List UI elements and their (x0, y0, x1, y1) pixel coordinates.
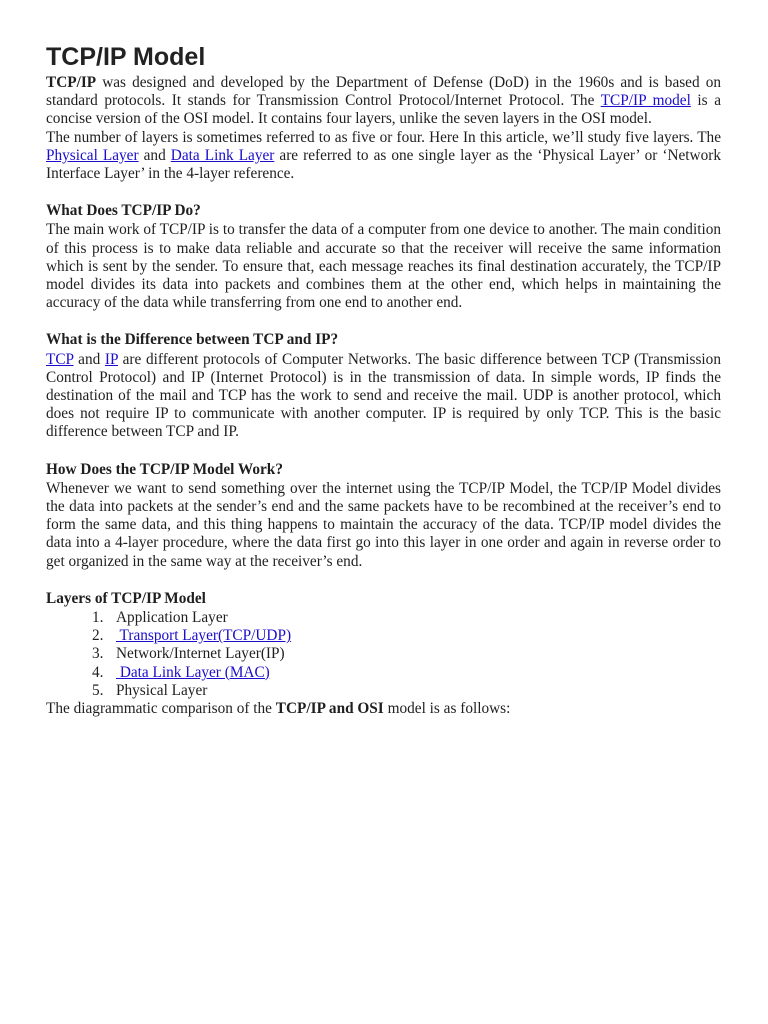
tcp-link[interactable]: TCP (46, 350, 74, 368)
difference-text: and (73, 350, 105, 368)
list-number: 5. (92, 681, 104, 699)
section-heading-what-does: What Does TCP/IP Do? (46, 202, 201, 220)
closing-paragraph (46, 700, 721, 718)
list-item (46, 664, 721, 682)
list-number: 1. (92, 609, 104, 627)
list-item-label: Network/Internet Layer(IP) (116, 645, 285, 663)
closing-bold: TCP/IP and OSI (275, 700, 384, 718)
data-link-layer-link[interactable]: Data Link Layer (170, 146, 275, 164)
list-number: 2. (92, 627, 104, 645)
intro-paragraph-2 (46, 129, 721, 184)
tcpip-model-link[interactable]: TCP/IP model (600, 92, 691, 110)
intro-text: and (138, 146, 171, 164)
intro-text: is a concise version of the OSI model. It contains four layers, unlike the seven layers in the OSI model. (46, 92, 721, 128)
list-item (46, 682, 721, 700)
intro-text: was designed and developed by the Department of Defense (DoD) in the 1960s and is based on standard protocols. It stands for Transmission Control Protocol/Internet Protocol. The (46, 74, 721, 110)
section-body-difference (46, 351, 721, 442)
intro-bold-term: TCP/IP (46, 74, 97, 91)
difference-text: are different protocols of Computer Networks. The basic difference between TCP (Transmission Control Protocol) and IP (Internet Protocol) is in the transmission of data. In simple words, IP finds the destination of the mail and TCP has the work to send and receive the mail. UDP is another protocol, which does not require IP to communicate with another computer. IP is required by only TCP. This is the basic difference between TCP and IP. (46, 350, 721, 441)
list-number: 4. (92, 663, 104, 681)
list-item-label: Application Layer (116, 609, 228, 627)
list-item (46, 609, 721, 627)
page-title: TCP/IP Model (46, 43, 206, 71)
section-body-what-does: The main work of TCP/IP is to transfer the data of a computer from one device to another. The main condition of this process is to make data reliable and accurate so that the receiver will receive the same information which is sent by the sender. To ensure that, each message reaches its final destination accurately, the TCP/IP model divides its data into packets and combines them at the other end, which helps in maintaining the accuracy of the data while transferring from one end to another end. (46, 221, 721, 312)
closing-text: The diagrammatic comparison of the (46, 700, 276, 718)
section-heading-difference: What is the Difference between TCP and IP? (46, 331, 339, 349)
physical-layer-link[interactable]: Physical Layer (46, 146, 139, 164)
document-page (46, 40, 721, 718)
intro-paragraph-1 (46, 74, 721, 129)
list-item (46, 645, 721, 663)
section-body-how-works: Whenever we want to send something over the internet using the TCP/IP Model, the TCP/IP Model divides the data into packets at the sender’s end and the same packets have to be recombined at the receiver’s end to form the same data, and this thing happens to maintain the accuracy of the data. TCP/IP model divides the data into a 4-layer procedure, where the data first go into this layer in one order and again in reverse order to get organized in the same way at the receiver’s end. (46, 479, 721, 570)
intro-text: are referred to as one single layer as the ‘Physical Layer’ or ‘Network Interface Layer’ in the 4-layer reference. (46, 146, 721, 183)
list-number: 3. (92, 645, 104, 663)
section-heading-how-works: How Does the TCP/IP Model Work? (46, 460, 283, 478)
data-link-layer-mac-link[interactable]: Data Link Layer (MAC) (116, 663, 270, 681)
closing-text: model is as follows: (383, 700, 511, 718)
layers-list (46, 609, 721, 700)
transport-layer-link[interactable]: Transport Layer(TCP/UDP) (116, 627, 292, 645)
list-item-label: Physical Layer (116, 681, 208, 699)
ip-link[interactable]: IP (104, 350, 118, 368)
list-item (46, 627, 721, 645)
intro-text: The number of layers is sometimes referred to as five or four. Here In this article, we’ll study five layers. The (46, 128, 721, 146)
section-heading-layers: Layers of TCP/IP Model (46, 589, 206, 607)
